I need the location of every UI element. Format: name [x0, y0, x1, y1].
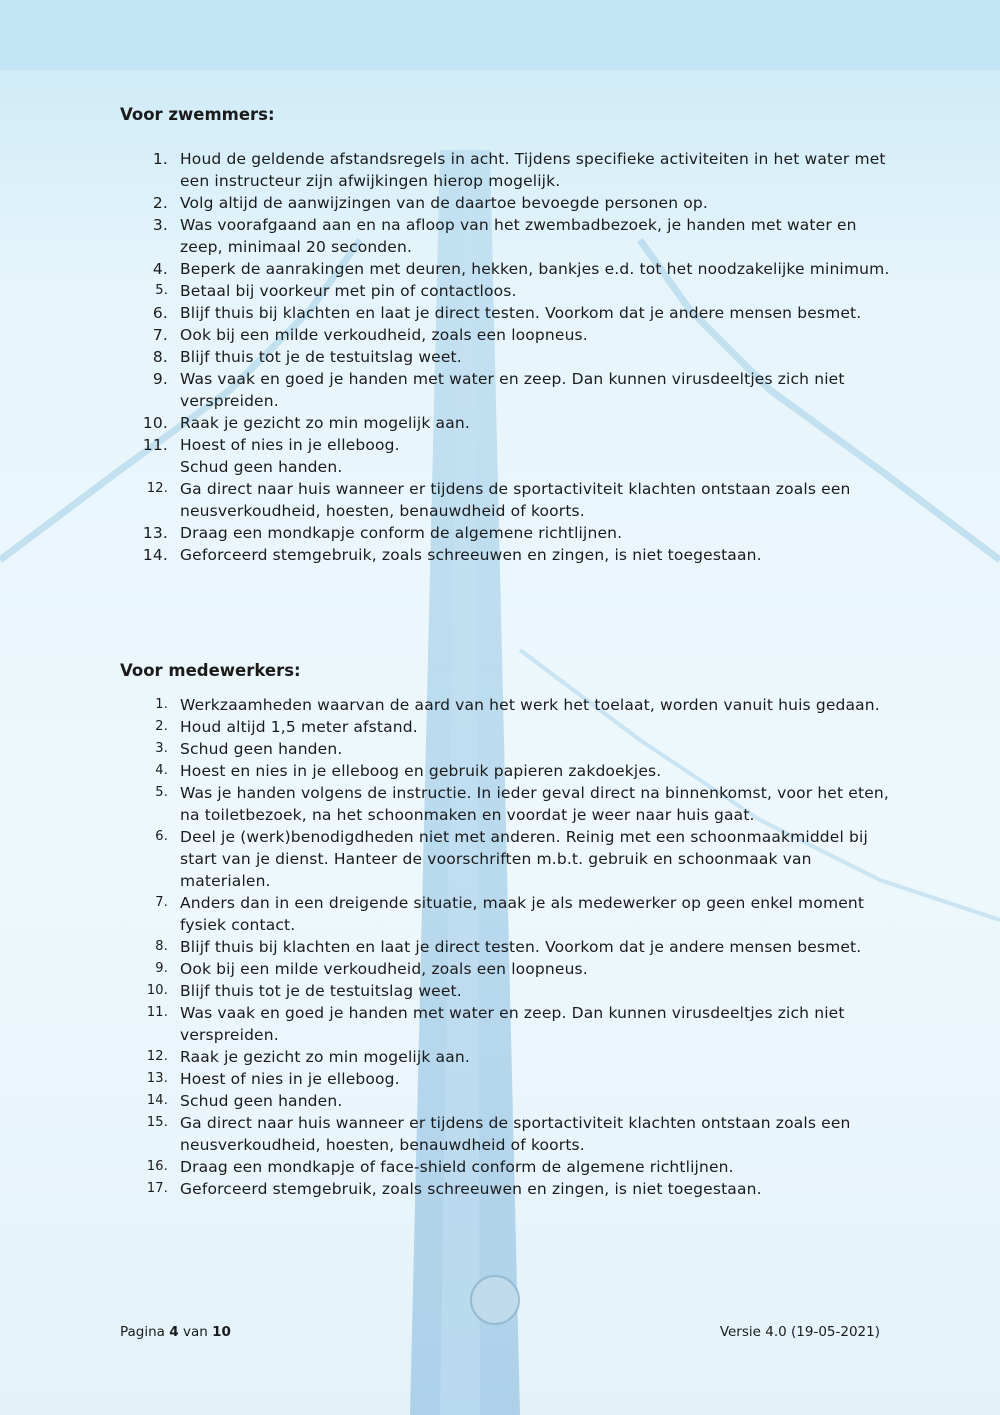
item-number: 13. [142, 524, 168, 542]
item-text: Ga direct naar huis wanneer er tijdens de sportactiviteit klachten ontstaan zoals een neusverkoudheid, hoesten, benauwdheid of koorts. [180, 1114, 851, 1154]
item-text: Hoest en nies in je elleboog en gebruik papieren zakdoekjes. [180, 762, 662, 780]
list-item [120, 1046, 890, 1068]
list-item [120, 1112, 890, 1156]
list-item [120, 302, 890, 324]
item-number: 14. [146, 1093, 168, 1108]
item-number: 4. [152, 260, 168, 278]
page-of: van [182, 1324, 208, 1340]
item-number: 7. [152, 326, 168, 344]
list-item [120, 738, 890, 760]
list-item [120, 258, 890, 280]
list-item [120, 412, 890, 434]
item-number: 12. [146, 1049, 168, 1064]
list-item [120, 1068, 890, 1090]
staff-heading: Voor medewerkers: [120, 661, 301, 680]
list-item [120, 368, 890, 412]
swimmers-heading: Voor zwemmers: [120, 105, 275, 124]
swimmers-rules-list [120, 148, 890, 566]
item-text: Schud geen handen. [180, 740, 343, 758]
item-text: Hoest of nies in je elleboog. [180, 436, 400, 454]
list-item [120, 214, 890, 258]
list-item [120, 716, 890, 738]
list-item [120, 782, 890, 826]
item-text: Schud geen handen. [180, 1092, 343, 1110]
page-label: Pagina [120, 1324, 165, 1340]
item-number: 4. [155, 763, 168, 778]
list-item [120, 1156, 890, 1178]
list-item [120, 346, 890, 368]
list-item [120, 192, 890, 214]
page-number [120, 1322, 231, 1342]
list-item [120, 958, 890, 980]
list-item [120, 1002, 890, 1046]
item-text: Blijf thuis tot je de testuitslag weet. [180, 982, 462, 1000]
item-number: 3. [155, 741, 168, 756]
item-text: Was je handen volgens de instructie. In ieder geval direct na binnenkomst, voor het eten, na toiletbezoek, na het schoonmaken en voordat je weer naar huis gaat. [180, 784, 889, 824]
item-text-continued: Schud geen handen. [180, 458, 343, 476]
item-text: Raak je gezicht zo min mogelijk aan. [180, 1048, 470, 1066]
item-text: Houd de geldende afstandsregels in acht. Tijdens specifieke activiteiten in het water met een instructeur zijn afwijkingen hierop mogelijk. [180, 150, 886, 190]
item-text: Volg altijd de aanwijzingen van de daartoe bevoegde personen op. [180, 194, 708, 212]
item-number: 5. [155, 283, 168, 298]
item-number: 8. [152, 348, 168, 366]
item-number: 10. [146, 983, 168, 998]
item-text: Draag een mondkapje conform de algemene richtlijnen. [180, 524, 623, 542]
item-number: 11. [146, 1005, 168, 1020]
list-item [120, 826, 890, 892]
list-item [120, 522, 890, 544]
staff-rules-list [120, 694, 890, 1200]
item-text: Werkzaamheden waarvan de aard van het werk het toelaat, worden vanuit huis gedaan. [180, 696, 880, 714]
item-text: Hoest of nies in je elleboog. [180, 1070, 400, 1088]
item-text: Was voorafgaand aan en na afloop van het zwembadbezoek, je handen met water en zeep, minimaal 20 seconden. [180, 216, 857, 256]
item-number: 1. [155, 697, 168, 712]
list-item [120, 434, 890, 478]
page-current: 4 [169, 1324, 179, 1340]
item-number: 9. [155, 961, 168, 976]
list-item [120, 892, 890, 936]
item-number: 2. [155, 719, 168, 734]
item-text: Blijf thuis bij klachten en laat je direct testen. Voorkom dat je andere mensen besmet. [180, 304, 862, 322]
item-text: Ga direct naar huis wanneer er tijdens de sportactiviteit klachten ontstaan zoals een neusverkoudheid, hoesten, benauwdheid of koorts. [180, 480, 851, 520]
item-number: 11. [142, 436, 168, 454]
item-number: 6. [155, 829, 168, 844]
item-number: 1. [152, 150, 168, 168]
item-number: 6. [152, 304, 168, 322]
item-text: Betaal bij voorkeur met pin of contactloos. [180, 282, 517, 300]
list-item [120, 980, 890, 1002]
item-number: 13. [146, 1071, 168, 1086]
item-text: Anders dan in een dreigende situatie, maak je als medewerker op geen enkel moment fysiek contact. [180, 894, 865, 934]
item-text: Draag een mondkapje of face-shield conform de algemene richtlijnen. [180, 1158, 734, 1176]
item-text: Was vaak en goed je handen met water en zeep. Dan kunnen virusdeeltjes zich niet verspreiden. [180, 370, 845, 410]
item-number: 10. [142, 414, 168, 432]
item-text: Beperk de aanrakingen met deuren, hekken, bankjes e.d. tot het noodzakelijke minimum. [180, 260, 890, 278]
list-item [120, 760, 890, 782]
item-text: Geforceerd stemgebruik, zoals schreeuwen en zingen, is niet toegestaan. [180, 546, 762, 564]
item-number: 17. [146, 1181, 168, 1196]
list-item [120, 1090, 890, 1112]
item-number: 12. [146, 481, 168, 496]
page-total: 10 [212, 1324, 231, 1340]
item-number: 15. [146, 1115, 168, 1130]
item-number: 14. [142, 546, 168, 564]
item-text: Raak je gezicht zo min mogelijk aan. [180, 414, 470, 432]
item-text: Blijf thuis bij klachten en laat je direct testen. Voorkom dat je andere mensen besmet. [180, 938, 862, 956]
list-item [120, 544, 890, 566]
item-text: Ook bij een milde verkoudheid, zoals een loopneus. [180, 326, 588, 344]
item-text: Blijf thuis tot je de testuitslag weet. [180, 348, 462, 366]
list-item [120, 694, 890, 716]
list-item [120, 936, 890, 958]
item-number: 2. [152, 194, 168, 212]
list-item [120, 280, 890, 302]
version-label: Versie 4.0 (19-05-2021) [719, 1324, 880, 1340]
item-text: Geforceerd stemgebruik, zoals schreeuwen en zingen, is niet toegestaan. [180, 1180, 762, 1198]
item-text: Houd altijd 1,5 meter afstand. [180, 718, 418, 736]
item-text: Deel je (werk)benodigdheden niet met anderen. Reinig met een schoonmaakmiddel bij start van je dienst. Hanteer de voorschriften m.b.t. gebruik en schoonmaak van materialen. [180, 828, 868, 890]
list-item [120, 324, 890, 346]
list-item [120, 478, 890, 522]
item-number: 5. [155, 785, 168, 800]
item-number: 8. [155, 939, 168, 954]
list-item [120, 148, 890, 192]
item-text: Ook bij een milde verkoudheid, zoals een loopneus. [180, 960, 588, 978]
item-text: Was vaak en goed je handen met water en zeep. Dan kunnen virusdeeltjes zich niet verspreiden. [180, 1004, 845, 1044]
item-number: 16. [146, 1159, 168, 1174]
item-number: 9. [152, 370, 168, 388]
list-item [120, 1178, 890, 1200]
item-number: 3. [152, 216, 168, 234]
item-number: 7. [155, 895, 168, 910]
